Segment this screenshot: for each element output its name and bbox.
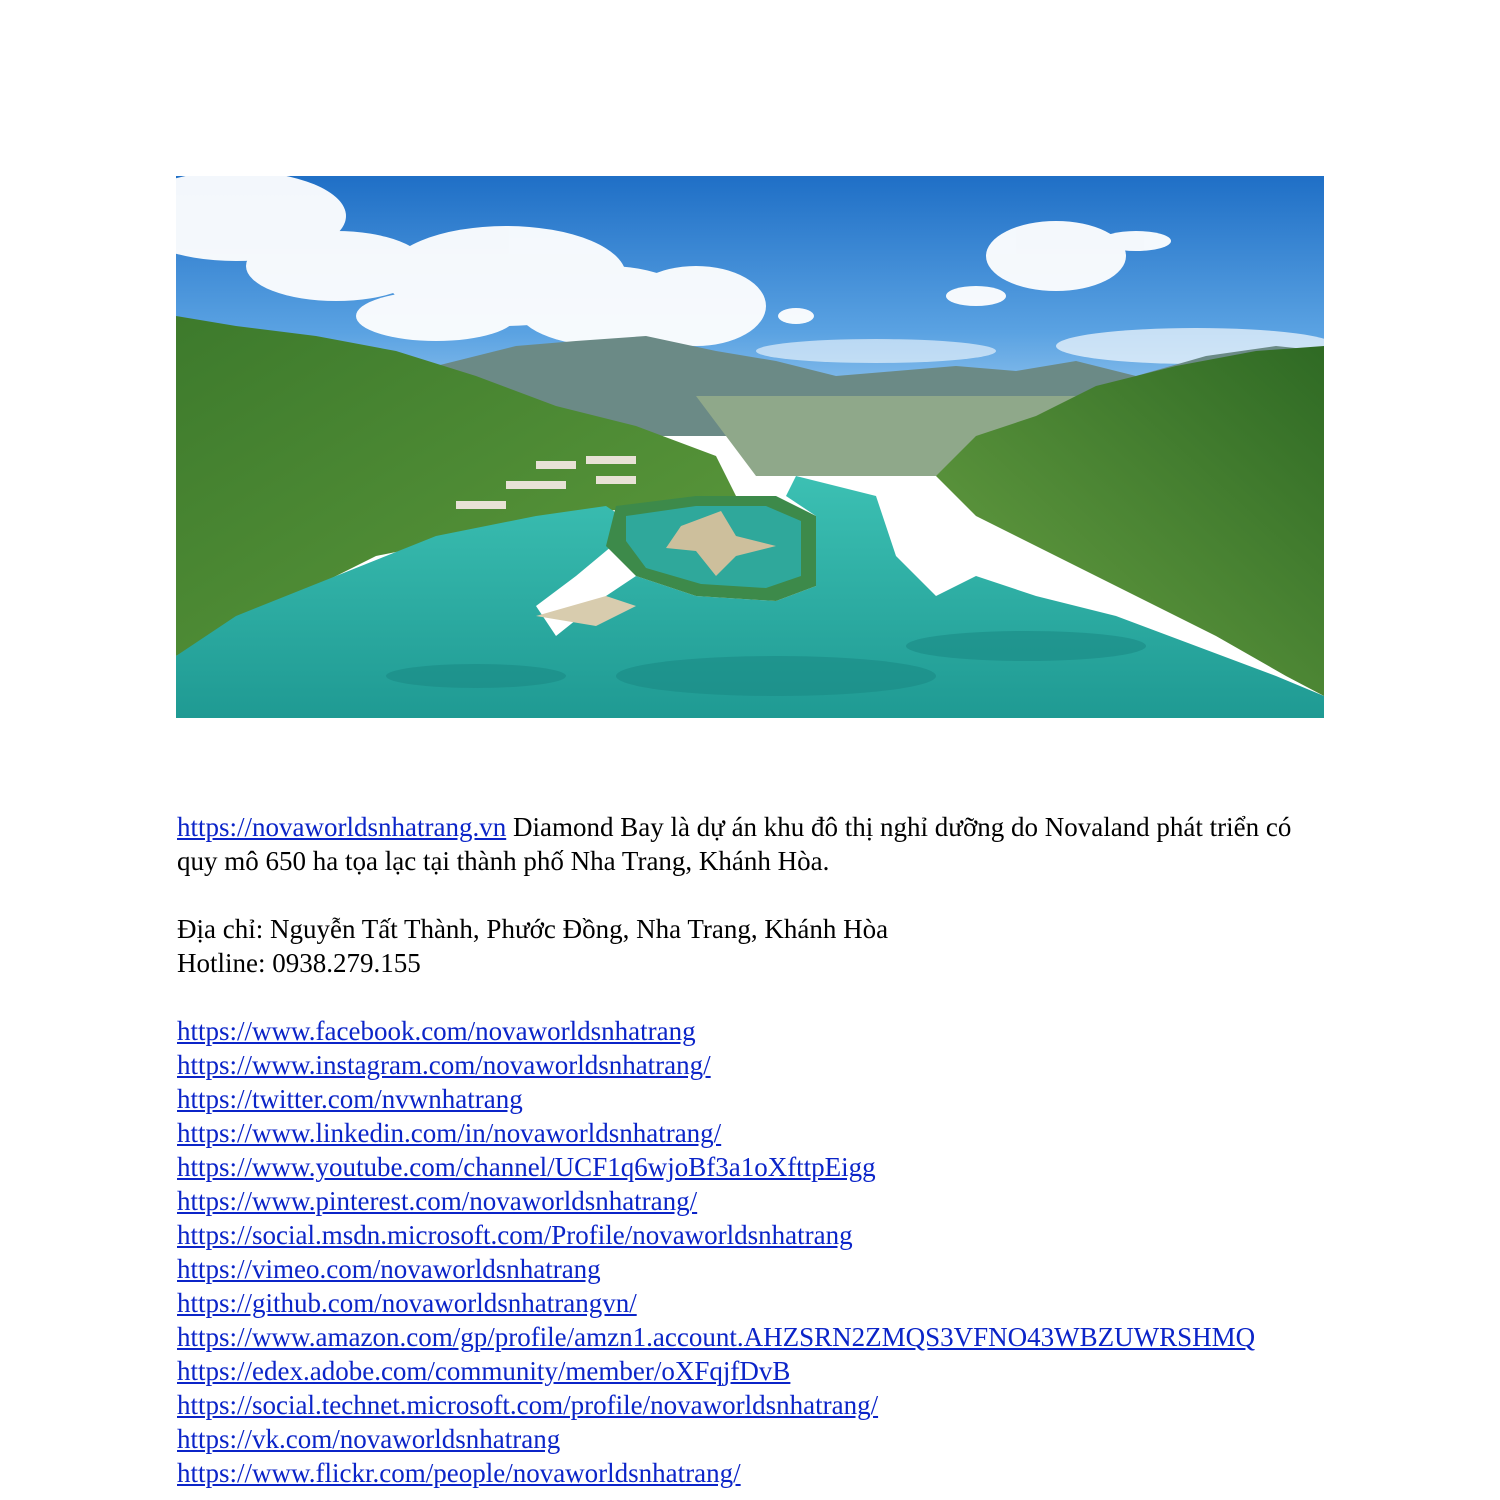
website-link[interactable]: https://novaworldsnhatrang.vn [177,812,507,842]
instagram-link[interactable]: https://www.instagram.com/novaworldsnhatrang/ [177,1050,711,1080]
spacer [177,878,1317,912]
technet-link[interactable]: https://social.technet.microsoft.com/profile/novaworldsnhatrang/ [177,1390,879,1420]
hotline-line: Hotline: 0938.279.155 [177,948,421,978]
landscape-illustration [176,176,1324,718]
social-links-list [177,1014,1317,1490]
amazon-link[interactable]: https://www.amazon.com/gp/profile/amzn1.account.AHZSRN2ZMQS3VFNO43WBZUWRSHMQ [177,1322,1256,1352]
spacer [177,980,1317,1014]
flickr-link[interactable]: https://www.flickr.com/people/novaworldsnhatrang/ [177,1458,741,1488]
github-link[interactable]: https://github.com/novaworldsnhatrangvn/ [177,1288,637,1318]
vk-link[interactable]: https://vk.com/novaworldsnhatrang [177,1424,561,1454]
intro-paragraph [177,810,1317,878]
aerial-landscape-image [176,176,1324,718]
adobe-link[interactable]: https://edex.adobe.com/community/member/oXFqjfDvB [177,1356,791,1386]
address-line: Địa chỉ: Nguyễn Tất Thành, Phước Đồng, Nha Trang, Khánh Hòa [177,914,889,944]
vimeo-link[interactable]: https://vimeo.com/novaworldsnhatrang [177,1254,601,1284]
msdn-link[interactable]: https://social.msdn.microsoft.com/Profile/novaworldsnhatrang [177,1220,853,1250]
intro-text: Diamond Bay là dự án khu đô thị nghỉ dưỡng do Novaland phát triển có quy mô 650 ha tọa lạc tại thành phố Nha Trang, Khánh Hòa. [177,812,1292,876]
twitter-link[interactable]: https://twitter.com/nvwnhatrang [177,1084,523,1114]
document-body [177,810,1317,1490]
facebook-link[interactable]: https://www.facebook.com/novaworldsnhatrang [177,1016,696,1046]
pinterest-link[interactable]: https://www.pinterest.com/novaworldsnhatrang/ [177,1186,698,1216]
youtube-link[interactable]: https://www.youtube.com/channel/UCF1q6wjoBf3a1oXfttpEigg [177,1152,876,1182]
linkedin-link[interactable]: https://www.linkedin.com/in/novaworldsnhatrang/ [177,1118,722,1148]
